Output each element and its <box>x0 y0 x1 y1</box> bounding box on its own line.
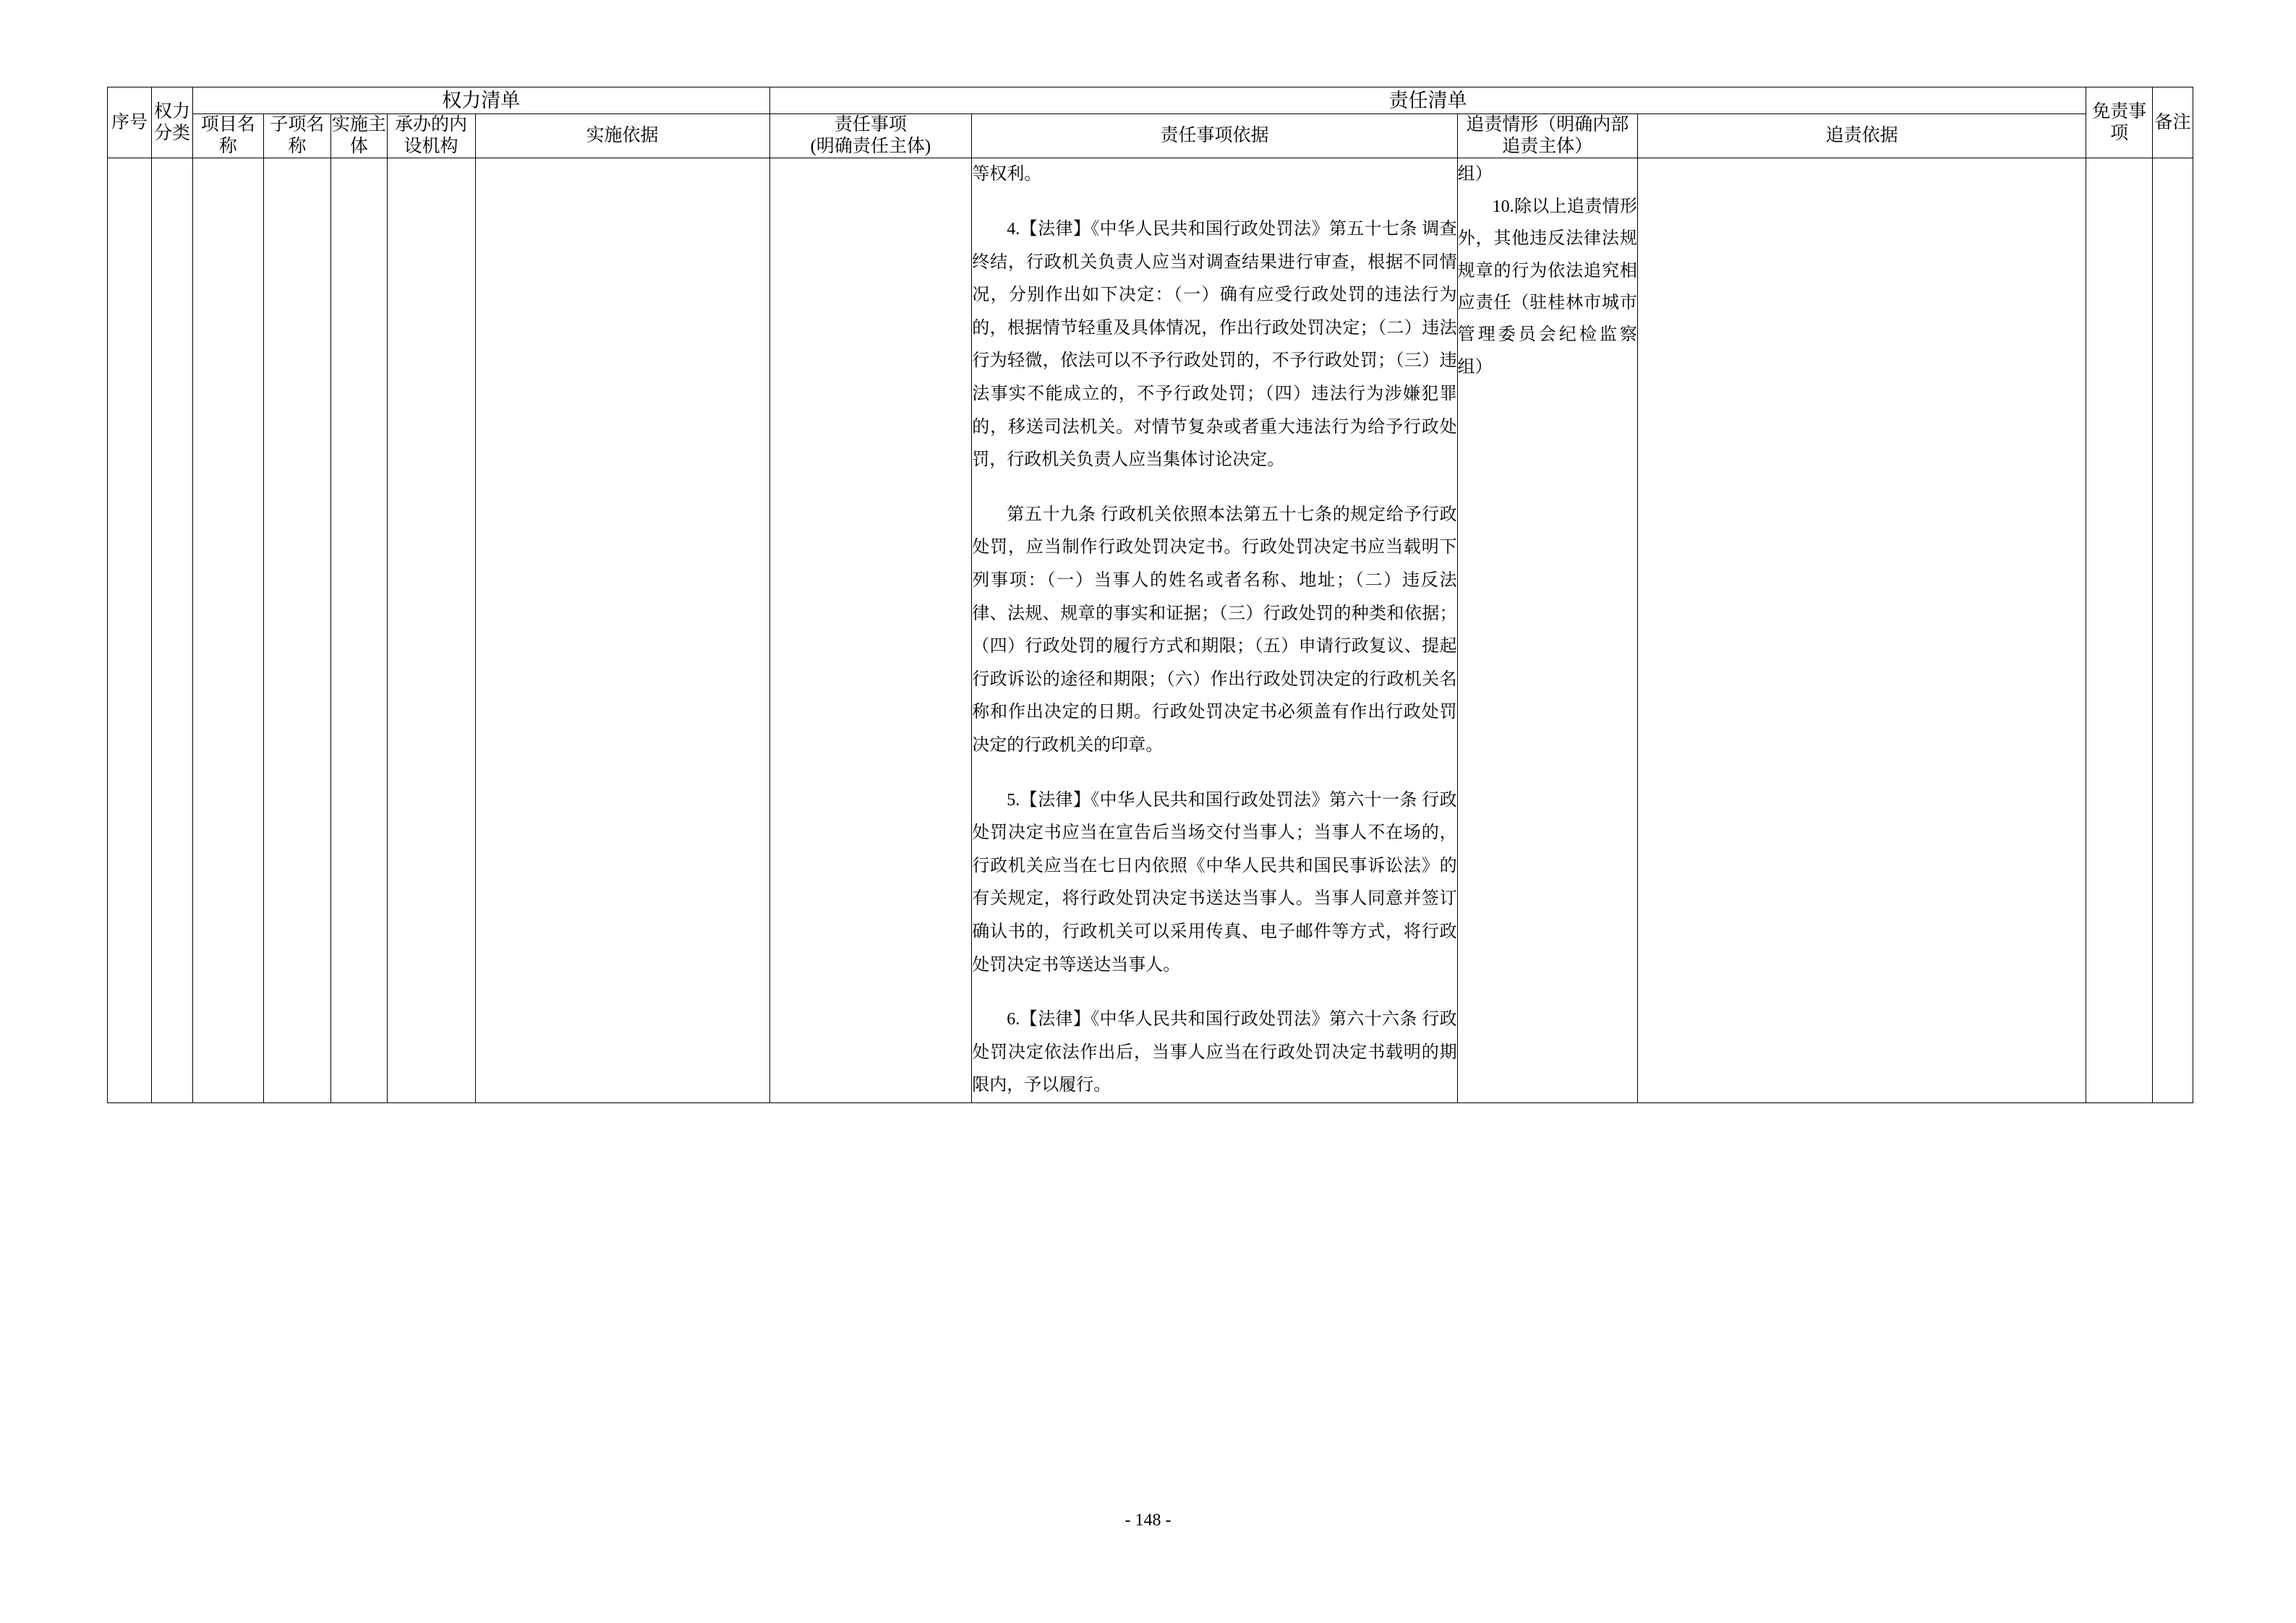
cell-accountability-basis <box>1637 158 2086 1102</box>
table-header-row-2 <box>108 114 2193 158</box>
header-duty-item-line1: 责任事项 <box>834 115 907 135</box>
cell-item-name <box>192 158 263 1102</box>
header-duty-basis-label: 责任事项依据 <box>1160 126 1269 146</box>
header-remark <box>2152 87 2193 158</box>
table-row <box>108 158 2193 1102</box>
power-duty-list-table <box>107 87 2193 1103</box>
duty-basis-paragraph-4: 5.【法律】《中华人民共和国行政处罚法》第六十一条 行政处罚决定书应当在宣告后当场交付当事人；当事人不在场的，行政机关应当在七日内依照《中华人民共和国民事诉讼法》的有关规定，将行政处罚决定书送达当事人。当事人同意并签订确认书的，行政机关可以采用传真、电子邮件等方式，将行政处罚决定书等送达当事人。 <box>972 790 1457 975</box>
header-duty-item <box>769 114 972 158</box>
header-seq <box>108 87 152 158</box>
header-accountability-case <box>1457 114 1637 158</box>
duty-basis-paragraph-3: 第五十九条 行政机关依照本法第五十七条的规定给予行政处罚，应当制作行政处罚决定书。行政处罚决定书应当载明下列事项：（一）当事人的姓名或者名称、地址；（二）违反法律、法规、规章的事实和证据；（三）行政处罚的种类和依据；（四）行政处罚的履行方式和期限；（五）申请行政复议、提起行政诉讼的途径和期限；（六）作出行政处罚决定的行政机关名称和作出决定的日期。行政处罚决定书必须盖有作出行政处罚决定的行政机关的印章。 <box>972 505 1457 755</box>
header-duty-item-line2: (明确责任主体) <box>810 137 931 157</box>
header-subject-label: 实施主体 <box>331 115 386 157</box>
header-basis <box>475 114 769 158</box>
header-power-type-label: 权力分类 <box>154 101 191 143</box>
header-exemption <box>2086 87 2153 158</box>
header-exemption-label: 免责事项 <box>2092 101 2147 143</box>
header-group-power-list: 权力清单 <box>192 87 769 114</box>
cell-accountability-case <box>1457 158 1637 1102</box>
header-basis-label: 实施依据 <box>586 126 659 146</box>
header-power-type <box>152 87 193 158</box>
header-duty-basis <box>972 114 1457 158</box>
header-subject <box>331 114 387 158</box>
header-item-name-label: 项目名称 <box>200 115 255 157</box>
header-remark-label: 备注 <box>2154 112 2191 132</box>
cell-basis <box>475 158 769 1102</box>
header-group-duty-list: 责任清单 <box>769 87 2086 114</box>
duty-basis-paragraph-5: 6.【法律】《中华人民共和国行政处罚法》第六十六条 行政处罚决定依法作出后，当事人应当在行政处罚决定书载明的期限内，予以履行。 <box>972 1010 1457 1095</box>
cell-duty-item <box>769 158 972 1102</box>
header-org <box>387 114 475 158</box>
header-item-name <box>192 114 263 158</box>
page-number: - 148 - <box>1124 1511 1172 1530</box>
header-seq-label: 序号 <box>111 112 148 132</box>
header-accountability-case-line1: 追责情形（明确内部 <box>1466 115 1629 135</box>
duty-basis-paragraph-2: 4.【法律】《中华人民共和国行政处罚法》第五十七条 调查终结，行政机关负责人应当对调查结果进行审查，根据不同情况，分别作出如下决定：（一）确有应受行政处罚的违法行为的，根据情节轻重及具体情况，作出行政处罚决定；（二）违法行为轻微，依法可以不予行政处罚的，不予行政处罚；（三）违法事实不能成立的，不予行政处罚；（四）违法行为涉嫌犯罪的，移送司法机关。对情节复杂或者重大违法行为给予行政处罚，行政机关负责人应当集体讨论决定。 <box>972 220 1457 470</box>
header-subitem-name-label: 子项名称 <box>270 115 325 157</box>
header-accountability-basis <box>1637 114 2086 158</box>
cell-subitem-name <box>263 158 331 1102</box>
cell-subject <box>331 158 387 1102</box>
header-org-label: 承办的内设机构 <box>395 115 468 157</box>
cell-remark <box>2152 158 2193 1102</box>
table-header-row-1 <box>108 87 2193 114</box>
accountability-case-paragraph-1: 组） <box>1457 165 1493 184</box>
header-accountability-case-line2: 追责主体） <box>1502 137 1593 157</box>
cell-power-type <box>152 158 193 1102</box>
header-accountability-basis-label: 追责依据 <box>1825 126 1898 146</box>
header-subitem-name <box>263 114 331 158</box>
cell-duty-basis <box>972 158 1457 1102</box>
accountability-case-paragraph-2: 10.除以上追责情形外，其他违反法律法规规章的行为依法追究相应责任（驻桂林市城市管理委员会纪检监察组） <box>1457 197 1637 377</box>
cell-org <box>387 158 475 1102</box>
cell-exemption <box>2086 158 2153 1102</box>
cell-seq <box>108 158 152 1102</box>
duty-basis-paragraph-1: 等权利。 <box>972 165 1042 184</box>
